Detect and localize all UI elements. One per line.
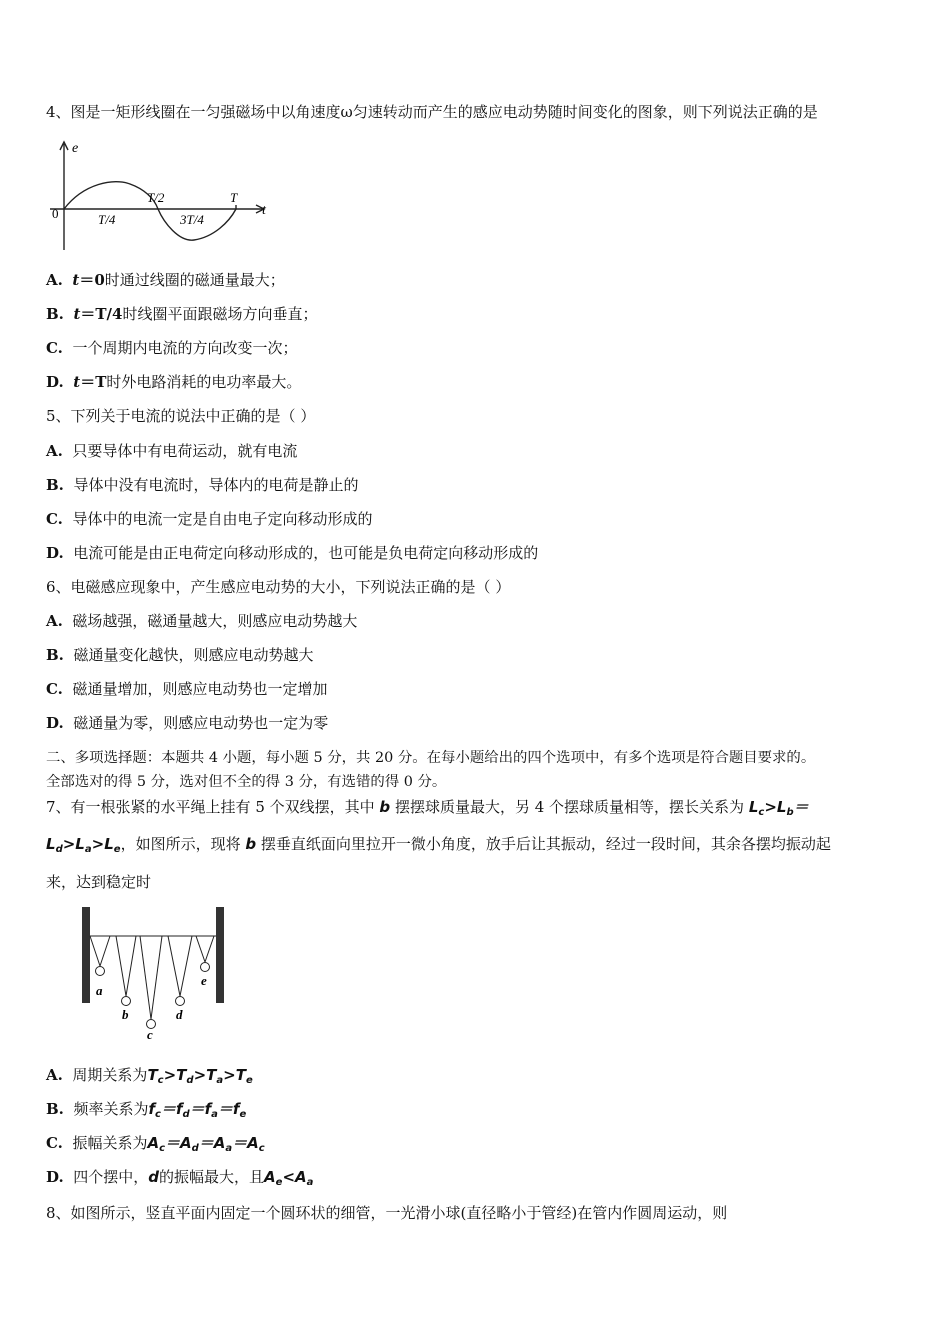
q4-option-a-text: 时通过线圈的磁通量最大； xyxy=(104,271,285,289)
q7-option-a[interactable] xyxy=(46,1065,253,1091)
q4-option-b-text: 时线圈平面跟磁场方向垂直； xyxy=(122,305,318,323)
q7-option-b[interactable] xyxy=(46,1099,246,1125)
q5-option-b[interactable] xyxy=(46,475,358,495)
q5-option-c-text: 导体中的电流一定是自由电子定向移动形成的 xyxy=(72,510,373,528)
label-a: a xyxy=(96,983,103,998)
label-d: d xyxy=(176,1007,183,1022)
q4-option-c-text: 一个周期内电流的方向改变一次； xyxy=(72,339,298,357)
q4-option-b-letter: B. xyxy=(46,305,64,323)
q4-option-b[interactable] xyxy=(46,304,317,324)
q7-length-relation-2: $L_d>L_a>L_e$ xyxy=(46,835,121,855)
q6-option-b[interactable] xyxy=(46,645,313,665)
q4-option-d-letter: D. xyxy=(46,373,64,391)
q5-option-a-text: 只要导体中有电荷运动，就有电流 xyxy=(72,442,298,460)
q4-option-c-letter: C. xyxy=(46,339,63,357)
q7-stem-line1 xyxy=(46,797,809,823)
q7-length-relation-1: $L_c>L_b=$ xyxy=(748,798,809,818)
q6-stem: 6、电磁感应现象中，产生感应电动势的大小，下列说法正确的是（ ） xyxy=(46,578,511,596)
ball-e xyxy=(201,963,210,972)
q5-option-a-letter: A. xyxy=(46,442,63,460)
q7-stem-text-1: 7、有一根张紧的水平绳上挂有 5 个双线摆，其中 xyxy=(46,798,375,816)
q4-option-d-eq: ＝T xyxy=(80,373,107,391)
q5-option-c[interactable] xyxy=(46,509,372,529)
q4-option-b-eq: ＝T/4 xyxy=(80,305,123,323)
q5-option-d-text: 电流可能是由正电荷定向移动形成的，也可能是负电荷定向移动形成的 xyxy=(73,544,539,562)
q5-option-c-letter: C. xyxy=(46,510,63,528)
q7-option-c-formula: $A_c=A_d=A_a=A_c$ xyxy=(147,1134,265,1154)
q7-option-c-text: 振幅关系为 xyxy=(72,1134,148,1152)
q6-option-a-letter: A. xyxy=(46,612,63,630)
q8-stem: 8、如图所示，竖直平面内固定一个圆环状的细管，一光滑小球(直径略小于管经)在管内作圆周运动，则 xyxy=(46,1204,728,1222)
q4-option-d[interactable] xyxy=(46,372,301,392)
q7-var-b-2: b xyxy=(245,835,257,853)
q7-option-b-text: 频率关系为 xyxy=(73,1100,149,1118)
q7-option-a-formula: $T_c>T_d>T_a>T_e$ xyxy=(147,1066,253,1086)
q6-option-c[interactable] xyxy=(46,679,327,699)
q5-option-b-text: 导体中没有电流时，导体内的电荷是静止的 xyxy=(73,476,359,494)
q4-stem: 4、图是一矩形线圈在一匀强磁场中以角速度ω匀速转动而产生的感应电动势随时间变化的图象，则下列说法正确的是 xyxy=(46,103,818,121)
q7-option-d-text-2: 的振幅最大，且 xyxy=(159,1168,265,1186)
q7-option-b-letter: B. xyxy=(46,1100,64,1118)
q6-option-a-text: 磁场越强，磁通量越大，则感应电动势越大 xyxy=(72,612,358,630)
q5-option-a[interactable] xyxy=(46,441,297,461)
label-e: e xyxy=(201,973,207,988)
q7-option-d-formula: $A_e<A_a$ xyxy=(264,1168,314,1188)
q6-option-c-letter: C. xyxy=(46,680,63,698)
label-c: c xyxy=(147,1027,153,1039)
q7-pendulum-figure xyxy=(78,903,238,1039)
q7-option-c-letter: C. xyxy=(46,1134,63,1152)
q5-option-b-letter: B. xyxy=(46,476,64,494)
q7-option-b-formula: $f_c=f_d=f_a=f_e$ xyxy=(148,1100,247,1120)
tick-t-3quarter: 3T/4 xyxy=(180,212,204,227)
origin-label: 0 xyxy=(52,206,59,221)
axis-e-label: e xyxy=(72,141,79,156)
section2-heading-line2: 全部选对的得 5 分，选对但不全的得 3 分，有选错的得 0 分。 xyxy=(46,774,447,790)
label-b: b xyxy=(122,1007,129,1022)
q7-var-b: b xyxy=(379,798,391,816)
q4-option-d-text: 时外电路消耗的电功率最大。 xyxy=(106,373,302,391)
ball-a xyxy=(96,967,105,976)
axis-t-label: t xyxy=(262,203,266,218)
q7-stem-text-3: ，如图所示，现将 xyxy=(120,835,241,853)
ball-b xyxy=(122,997,131,1006)
q7-stem-line3: 来，达到稳定时 xyxy=(46,873,152,891)
q7-option-d[interactable] xyxy=(46,1167,313,1193)
q4-option-d-var: t xyxy=(73,373,81,391)
q6-option-a[interactable] xyxy=(46,611,357,631)
q5-option-d-letter: D. xyxy=(46,544,64,562)
q7-option-a-text: 周期关系为 xyxy=(72,1066,148,1084)
q4-option-a-var: t xyxy=(72,271,80,289)
section2-heading-line1: 二、多项选择题：本题共 4 小题，每小题 5 分，共 20 分。在每小题给出的四个选项中，有多个选项是符合题目要求的。 xyxy=(46,750,816,766)
q6-option-c-text: 磁通量增加，则感应电动势也一定增加 xyxy=(72,680,328,698)
q7-option-d-letter: D. xyxy=(46,1168,64,1186)
q4-option-c[interactable] xyxy=(46,338,297,358)
q7-option-c[interactable] xyxy=(46,1133,265,1159)
q6-option-d[interactable] xyxy=(46,713,328,733)
q4-option-a[interactable] xyxy=(46,270,285,290)
tick-t-quarter: T/4 xyxy=(98,212,116,227)
tick-t-full: T xyxy=(230,190,238,205)
q5-stem: 5、下列关于电流的说法中正确的是（ ） xyxy=(46,407,316,425)
ball-d xyxy=(176,997,185,1006)
q6-option-b-letter: B. xyxy=(46,646,64,664)
q7-stem-text-4: 摆垂直纸面向里拉开一微小角度，放手后让其振动，经过一段时间，其余各摆均振动起 xyxy=(260,835,831,853)
q7-option-d-var: d xyxy=(148,1168,160,1186)
q7-stem-line2 xyxy=(46,834,831,860)
q6-option-d-text: 磁通量为零，则感应电动势也一定为零 xyxy=(73,714,329,732)
q4-option-b-var: t xyxy=(73,305,81,323)
q6-option-d-letter: D. xyxy=(46,714,64,732)
q7-option-a-letter: A. xyxy=(46,1066,63,1084)
q6-option-b-text: 磁通量变化越快，则感应电动势越大 xyxy=(73,646,314,664)
q7-stem-text-2: 摆摆球质量最大，另 4 个摆球质量相等，摆长关系为 xyxy=(394,798,745,816)
q4-sine-graph xyxy=(44,138,284,258)
tick-t-half: T/2 xyxy=(147,190,165,205)
q7-option-d-text: 四个摆中， xyxy=(73,1168,149,1186)
q4-option-a-letter: A. xyxy=(46,271,63,289)
q4-option-a-eq: ＝0 xyxy=(79,271,105,289)
q5-option-d[interactable] xyxy=(46,543,538,563)
